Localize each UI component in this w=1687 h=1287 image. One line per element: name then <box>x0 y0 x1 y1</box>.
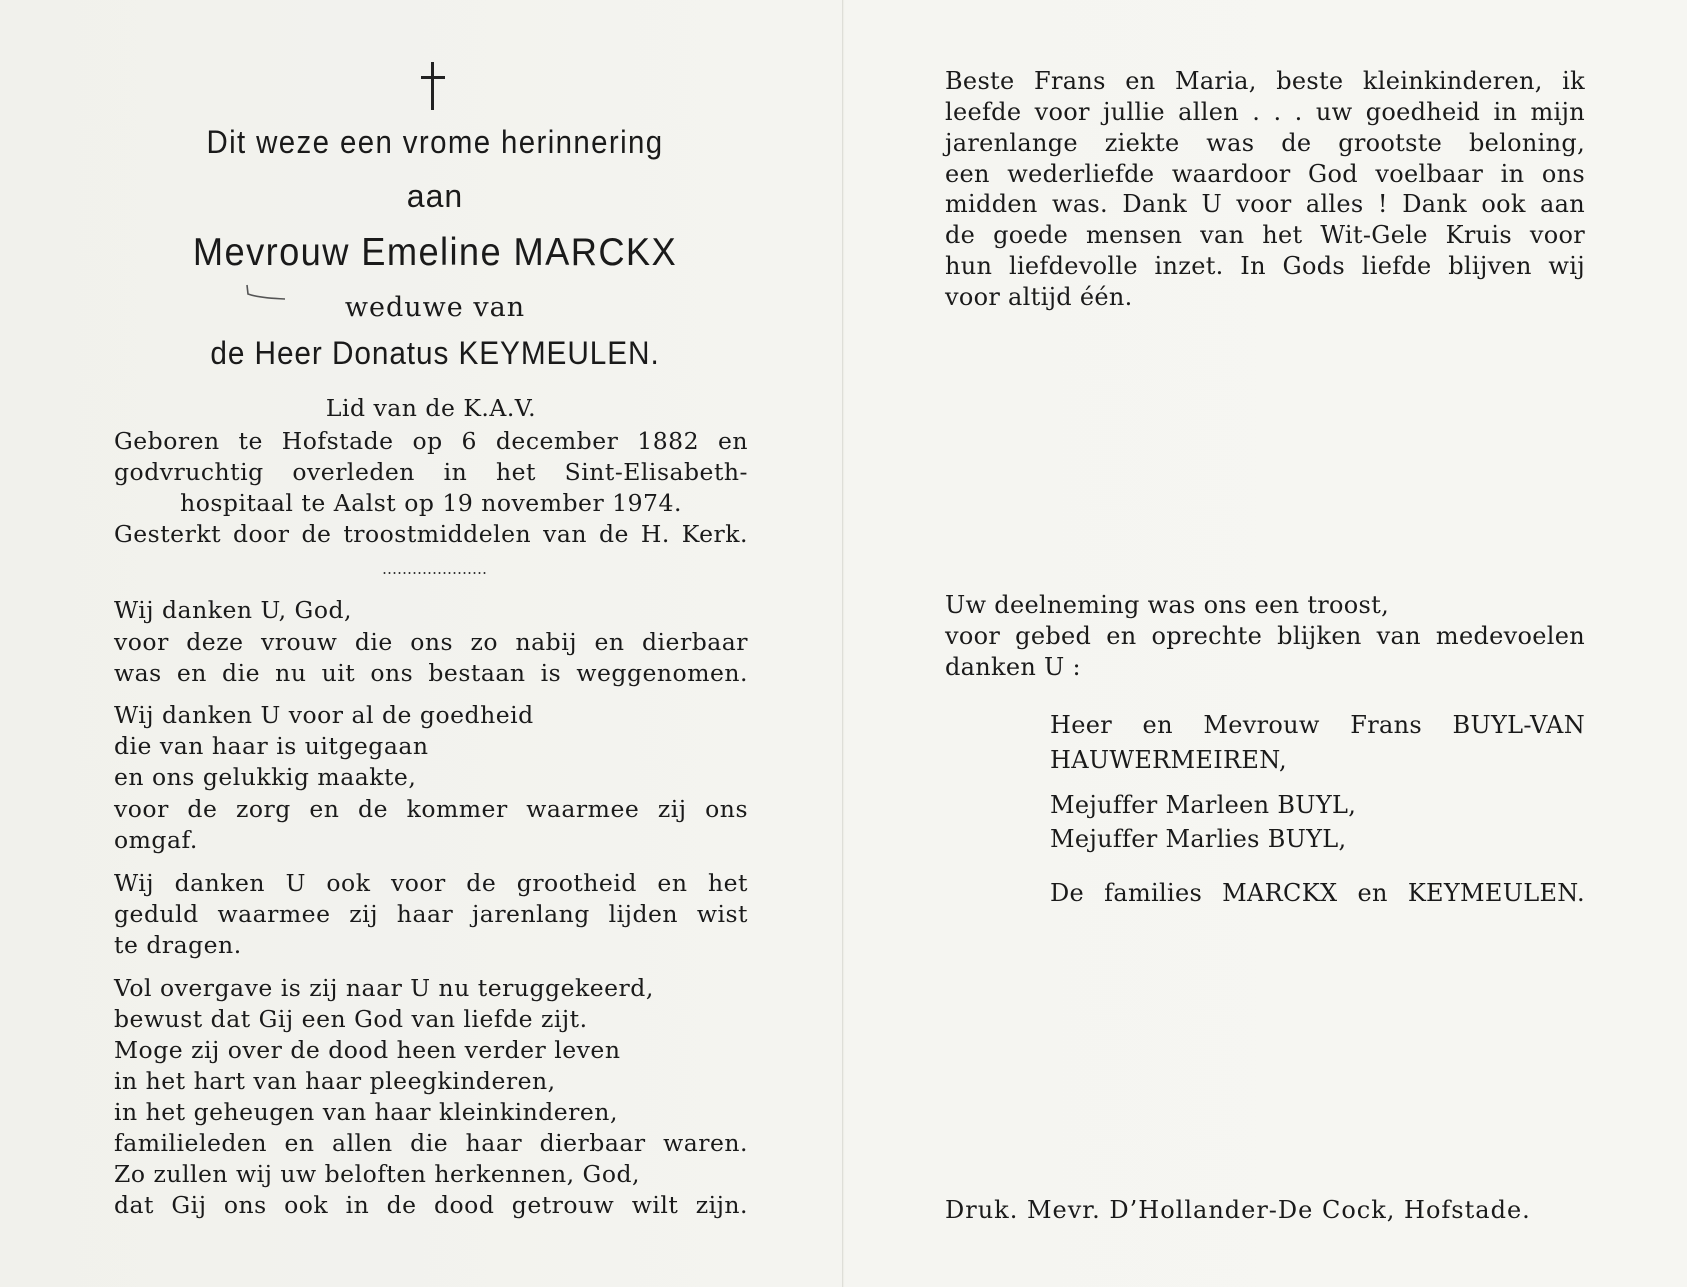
message-line: voor altijd één. <box>945 283 1133 311</box>
prayer-line: Vol overgave is zij naar U nu teruggekeerd, <box>114 974 654 1002</box>
message-line: hun liefdevolle inzet. In Gods liefde blijven wij <box>945 252 1585 280</box>
prayer-line: Zo zullen wij uw beloften herkennen, God, <box>114 1160 640 1188</box>
cross-icon <box>415 62 451 112</box>
prayer-line: Wij danken U, God, <box>114 596 352 624</box>
prayer-line: in het hart van haar pleegkinderen, <box>114 1067 556 1095</box>
thanks-line: danken U : <box>945 653 1081 681</box>
thanks-line: Uw deelneming was ons een troost, <box>945 591 1390 619</box>
membership: Lid van de K.A.V. <box>325 394 537 422</box>
prayer-line: was en die nu uit ons bestaan is weggenomen. <box>114 659 748 687</box>
prayer-line: voor de zorg en de kommer waarmee zij ons <box>114 795 748 823</box>
printer-credit: Druk. Mevr. D’Hollander-De Cock, Hofstade. <box>945 1196 1531 1224</box>
separator-dots <box>382 572 486 574</box>
prayer-line: in het geheugen van haar kleinkinderen, <box>114 1098 618 1126</box>
fold-line <box>842 0 843 1287</box>
bio-line: Gesterkt door de troostmiddelen van de H. Kerk. <box>114 520 748 548</box>
prayer-line: familieleden en allen die haar dierbaar waren. <box>114 1129 748 1157</box>
bio-line: hospitaal te Aalst op 19 november 1974. <box>180 489 682 517</box>
family-line: Mejuffer Marleen BUYL, <box>1050 791 1357 819</box>
widow-line: weduwe van <box>344 292 526 323</box>
prayer-line: Wij danken U voor al de goedheid <box>114 701 534 729</box>
bio-line: godvruchtig overleden in het Sint-Elisabeth- <box>114 458 748 486</box>
family-line: HAUWERMEIREN, <box>1050 746 1287 774</box>
message-line: Beste Frans en Maria, beste kleinkinderen, ik <box>945 67 1585 95</box>
message-line: leefde voor jullie allen . . . uw goedheid in mijn <box>945 98 1585 126</box>
message-line: een wederliefde waardoor God voelbaar in ons <box>945 160 1585 188</box>
prayer-line: te dragen. <box>114 931 242 959</box>
prayer-line: omgaf. <box>114 826 198 854</box>
prayer-line: bewust dat Gij een God van liefde zijt. <box>114 1005 588 1033</box>
prayer-line: die van haar is uitgegaan <box>114 732 429 760</box>
heading-line-1: Dit weze een vrome herinnering <box>206 124 664 160</box>
prayer-line: voor deze vrouw die ons zo nabij en dierbaar <box>114 628 748 656</box>
prayer-line: Moge zij over de dood heen verder leven <box>114 1036 621 1064</box>
prayer-line: Wij danken U ook voor de grootheid en het <box>114 869 748 897</box>
prayer-line: en ons gelukkig maakte, <box>114 763 417 791</box>
message-line: de goede mensen van het Wit-Gele Kruis voor <box>945 221 1585 249</box>
deceased-name: Mevrouw Emeline MARCKX <box>192 231 678 274</box>
message-line: jarenlange ziekte was de grootste beloning, <box>945 129 1585 157</box>
heading-line-2: aan <box>406 178 464 214</box>
family-line: Mejuffer Marlies BUYL, <box>1050 825 1347 853</box>
husband-name: de Heer Donatus KEYMEULEN. <box>210 335 660 371</box>
prayer-line: dat Gij ons ook in de dood getrouw wilt zijn. <box>114 1191 748 1219</box>
message-line: midden was. Dank U voor alles ! Dank ook aan <box>945 190 1585 218</box>
family-line: De families MARCKX en KEYMEULEN. <box>1050 879 1585 907</box>
prayer-line: geduld waarmee zij haar jarenlang lijden wist <box>114 900 748 928</box>
thanks-line: voor gebed en oprechte blijken van medevoelen <box>945 622 1585 650</box>
family-line: Heer en Mevrouw Frans BUYL-VAN <box>1050 711 1585 739</box>
bio-line: Geboren te Hofstade op 6 december 1882 en <box>114 427 748 455</box>
